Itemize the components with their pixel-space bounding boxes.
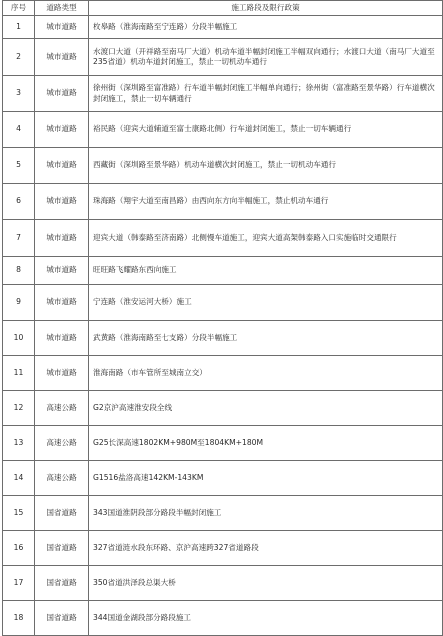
table-row (3, 257, 443, 285)
construction-road-table (2, 0, 443, 636)
serial-number-cell: 7 (3, 220, 35, 257)
serial-number-cell: 9 (3, 285, 35, 321)
policy-cell: G25长深高速1802KM+980M至1804KM+180M (89, 426, 443, 461)
policy-cell: 珠海路（翔宇大道至南昌路）由西向东方向半幅施工，禁止机动车通行 (89, 184, 443, 220)
table-header-row (3, 1, 443, 16)
road-type-cell: 国省道路 (35, 601, 89, 636)
serial-number-cell: 16 (3, 531, 35, 566)
table-row (3, 148, 443, 184)
road-type-cell: 城市道路 (35, 76, 89, 112)
serial-number-cell: 3 (3, 76, 35, 112)
policy-cell: 旺旺路飞耀路东西向施工 (89, 257, 443, 285)
road-type-cell: 国省道路 (35, 566, 89, 601)
serial-number-cell: 18 (3, 601, 35, 636)
road-type-cell: 城市道路 (35, 148, 89, 184)
table-row (3, 220, 443, 257)
header-road-type: 道路类型 (35, 1, 89, 16)
serial-number-cell: 12 (3, 391, 35, 426)
road-type-cell: 城市道路 (35, 257, 89, 285)
table-row (3, 112, 443, 148)
road-type-cell: 城市道路 (35, 321, 89, 356)
serial-number-cell: 6 (3, 184, 35, 220)
policy-cell: 350省道洪泽段总渠大桥 (89, 566, 443, 601)
serial-number-cell: 11 (3, 356, 35, 391)
table-row (3, 76, 443, 112)
road-type-cell: 城市道路 (35, 112, 89, 148)
table-row (3, 39, 443, 76)
table-row (3, 461, 443, 496)
road-type-cell: 高速公路 (35, 391, 89, 426)
road-type-cell: 城市道路 (35, 220, 89, 257)
road-type-cell: 城市道路 (35, 356, 89, 391)
table-row (3, 356, 443, 391)
policy-cell: 枚皋路（淮海南路至宁连路）分段半幅施工 (89, 16, 443, 39)
serial-number-cell: 2 (3, 39, 35, 76)
policy-cell: 武黄路（淮海南路至七支路）分段半幅施工 (89, 321, 443, 356)
table-row (3, 496, 443, 531)
table-row (3, 566, 443, 601)
serial-number-cell: 4 (3, 112, 35, 148)
policy-cell: 宁连路（淮安运河大桥）施工 (89, 285, 443, 321)
policy-cell: 裕民路（迎宾大道辅道至富士康路北侧）行车道封闭施工，禁止一切车辆通行 (89, 112, 443, 148)
serial-number-cell: 17 (3, 566, 35, 601)
policy-cell: G2京沪高速淮安段全线 (89, 391, 443, 426)
table-row (3, 391, 443, 426)
road-type-cell: 城市道路 (35, 16, 89, 39)
policy-cell: 327省道涟水段东环路、京沪高速跨327省道路段 (89, 531, 443, 566)
road-type-cell: 城市道路 (35, 285, 89, 321)
table-row (3, 601, 443, 636)
serial-number-cell: 1 (3, 16, 35, 39)
table-row (3, 426, 443, 461)
header-section-and-policy: 施工路段及限行政策 (89, 1, 443, 16)
serial-number-cell: 13 (3, 426, 35, 461)
serial-number-cell: 8 (3, 257, 35, 285)
road-type-cell: 城市道路 (35, 184, 89, 220)
serial-number-cell: 15 (3, 496, 35, 531)
serial-number-cell: 10 (3, 321, 35, 356)
policy-cell: 西藏街（深圳路至景华路）机动车道横次封闭施工，禁止一切机动车通行 (89, 148, 443, 184)
road-type-cell: 高速公路 (35, 461, 89, 496)
table-row (3, 184, 443, 220)
road-type-cell: 国省道路 (35, 496, 89, 531)
table-row (3, 531, 443, 566)
policy-cell: 徐州街（深圳路至富准路）行车道半幅封闭施工半幅单向通行；徐州街（富准路至景华路）行车道横次封闭施工，禁止一切车辆通行 (89, 76, 443, 112)
policy-cell: 淮海南路（市车管所至城南立交） (89, 356, 443, 391)
table-row (3, 321, 443, 356)
policy-cell: 迎宾大道（韩泰路至济南路）北侧慢车道施工，迎宾大道高架韩泰路入口实施临时交通限行 (89, 220, 443, 257)
serial-number-cell: 5 (3, 148, 35, 184)
header-serial-number: 序号 (3, 1, 35, 16)
table-row (3, 16, 443, 39)
road-type-cell: 城市道路 (35, 39, 89, 76)
policy-cell: 344国道金湖段部分路段施工 (89, 601, 443, 636)
policy-cell: 343国道淮阴段部分路段半幅封闭施工 (89, 496, 443, 531)
policy-cell: G1516盐洛高速142KM-143KM (89, 461, 443, 496)
road-type-cell: 国省道路 (35, 531, 89, 566)
policy-cell: 水渡口大道（开祥路至南马厂大道）机动车道半幅封闭施工半幅双向通行；水渡口大道（南马厂大道至235省道）机动车道封闭施工，禁止一切机动车通行 (89, 39, 443, 76)
road-type-cell: 高速公路 (35, 426, 89, 461)
serial-number-cell: 14 (3, 461, 35, 496)
table-row (3, 285, 443, 321)
